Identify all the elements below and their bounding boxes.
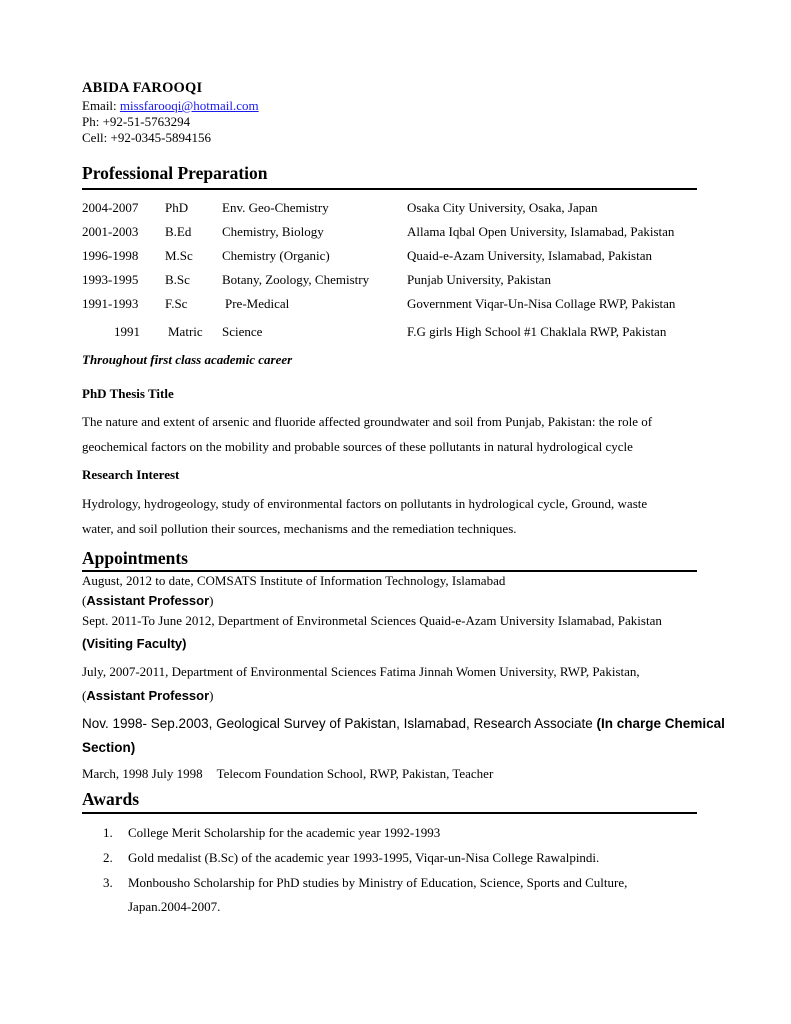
award-text-cont: Japan.2004-2007. <box>128 899 221 914</box>
section-divider <box>82 188 697 190</box>
edu-field: Env. Geo-Chemistry <box>222 200 329 215</box>
appointment-role: (Assistant Professor) <box>82 688 214 703</box>
candidate-name: ABIDA FAROOQI <box>82 80 203 96</box>
edu-years: 1993-1995 <box>82 272 139 287</box>
appointment-dates: March, 1998 July 1998 <box>82 766 203 781</box>
edu-years: 2004-2007 <box>82 200 139 215</box>
appointment-text: Telecom Foundation School, RWP, Pakistan, Teacher <box>216 766 494 781</box>
edu-field: Pre-Medical <box>225 296 290 311</box>
phone-line: Ph: +92-51-5763294 <box>82 114 191 129</box>
appointment-line: August, 2012 to date, COMSATS Institute of Information Technology, Islamabad <box>82 573 506 588</box>
appointment-line: July, 2007-2011, Department of Environmental Sciences Fatima Jinnah Women University, RWP, Pakistan, <box>82 664 640 679</box>
appointment-line: Sept. 2011-To June 2012, Department of Environmetal Sciences Quaid-e-Azam University Islamabad, Pakistan <box>82 613 662 628</box>
research-text-line: water, and soil pollution their sources, mechanisms and the remediation techniques. <box>82 521 517 536</box>
edu-institution: Allama Iqbal Open University, Islamabad, Pakistan <box>407 224 675 239</box>
edu-field: Chemistry (Organic) <box>222 248 330 263</box>
edu-degree: Matric <box>168 324 203 339</box>
appointment-role: (Visiting Faculty) <box>82 636 187 651</box>
appointment-line <box>82 766 493 782</box>
award-text: Monbousho Scholarship for PhD studies by Ministry of Education, Science, Sports and Culture, <box>128 875 628 890</box>
edu-years: 1991 <box>114 324 140 339</box>
section-title-professional-preparation: Professional Preparation <box>82 163 268 183</box>
section-divider <box>82 570 697 572</box>
edu-years: 1996-1998 <box>82 248 139 263</box>
edu-institution: Government Viqar-Un-Nisa Collage RWP, Pakistan <box>407 296 676 311</box>
edu-degree: B.Ed <box>165 224 192 239</box>
thesis-heading: PhD Thesis Title <box>82 386 174 401</box>
research-heading: Research Interest <box>82 467 180 482</box>
edu-degree: PhD <box>165 200 189 215</box>
edu-degree: M.Sc <box>165 248 193 263</box>
edu-field: Botany, Zoology, Chemistry <box>222 272 370 287</box>
thesis-text-line: The nature and extent of arsenic and fluoride affected groundwater and soil from Punjab, Pakistan: the role of <box>82 414 653 429</box>
appointment-line <box>82 716 725 731</box>
award-text: College Merit Scholarship for the academic year 1992-1993 <box>128 825 441 840</box>
email-line <box>82 98 259 114</box>
research-text-line: Hydrology, hydrogeology, study of environmental factors on pollutants in hydrological cycle, Ground, waste <box>82 496 648 511</box>
appointment-bold: (In charge Chemical <box>596 716 725 731</box>
thesis-text-line: geochemical factors on the mobility and probable sources of these pollutants in natural hydrological cycle <box>82 439 633 454</box>
appointment-text: Nov. 1998- Sep.2003, Geological Survey of Pakistan, Islamabad, Research Associate <box>82 716 597 731</box>
edu-degree: F.Sc <box>165 296 188 311</box>
appointment-role: (Assistant Professor) <box>82 593 214 608</box>
edu-institution: Quaid-e-Azam University, Islamabad, Pakistan <box>407 248 653 263</box>
award-number: 1. <box>103 825 113 840</box>
edu-field: Chemistry, Biology <box>222 224 324 239</box>
section-divider <box>82 812 697 814</box>
award-text: Gold medalist (B.Sc) of the academic year 1993-1995, Viqar-un-Nisa College Rawalpindi. <box>128 850 600 865</box>
role-text: Assistant Professor <box>86 688 210 703</box>
edu-degree: B.Sc <box>165 272 190 287</box>
edu-institution: Osaka City University, Osaka, Japan <box>407 200 598 215</box>
email-link[interactable]: missfarooqi@hotmail.com <box>119 98 259 113</box>
academic-note: Throughout first class academic career <box>82 352 293 367</box>
award-number: 2. <box>103 850 113 865</box>
appointment-bold-cont: Section) <box>82 740 136 755</box>
role-text: Assistant Professor <box>86 593 210 608</box>
section-title-awards: Awards <box>82 789 140 809</box>
edu-years: 1991-1993 <box>82 296 139 311</box>
section-title-appointments: Appointments <box>82 548 188 568</box>
edu-field: Science <box>222 324 263 339</box>
email-label: Email: <box>82 98 120 113</box>
edu-years: 2001-2003 <box>82 224 139 239</box>
edu-institution: F.G girls High School #1 Chaklala RWP, Pakistan <box>407 324 667 339</box>
award-number: 3. <box>103 875 113 890</box>
cell-line: Cell: +92-0345-5894156 <box>82 130 212 145</box>
edu-institution: Punjab University, Pakistan <box>407 272 551 287</box>
